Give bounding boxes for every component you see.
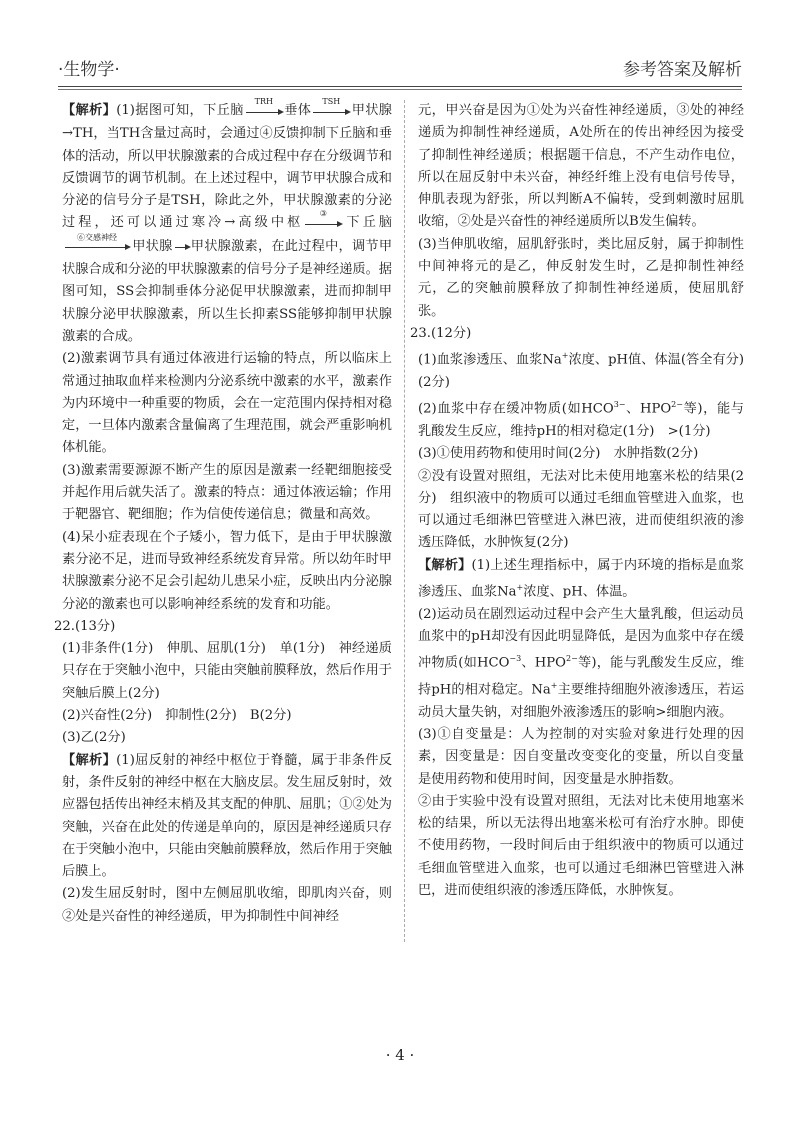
arrow-icon: TRH — [244, 101, 284, 123]
paragraph: (2)激素调节具有通过体液进行运输的特点，所以临床上常通过抽取血样来检测内分泌系统中激素的水平，激素作为内环境中一种重要的物质，会在一定范围内保持相对稳定，一旦体内激素含量偏离了生理范围，就会严重影响机体机能。 — [62, 351, 392, 456]
answer-line: (1)血浆渗透压、血浆Na+浓度、pH值、体温(答全有分)(2分) — [418, 351, 744, 390]
paragraph: ②由于实验中没有设置对照组，无法对比未使用地塞米松的结果，所以无法得出地塞米松可有治疗水肿。即使不使用药物，一段时间后由于组织液中的物质可以通过毛细血管壁进入血浆，也可以通过毛细淋巴管壁进入淋巴，进而使组织液的渗透压降低，水肿恢复。 — [418, 793, 744, 899]
answer-line: (2)兴奋性(2分) 抑制性(2分) B(2分) — [62, 708, 292, 724]
answer-line: (3)①使用药物和使用时间(2分) 水肿指数(2分) — [418, 446, 699, 462]
answer-line: (3)乙(2分) — [62, 730, 126, 746]
analysis-tag: 【解析】 — [62, 103, 117, 118]
paragraph: (4)呆小症表现在个子矮小，智力低下，是由于甲状腺激素分泌不足，进而导致神经系统发育异常。所以幼年时甲状腺激素分泌不足会引起幼儿患呆小症，反映出内分泌腺分泌的激素也可以影响神经系统的发育和功能。 — [62, 529, 392, 612]
header-title: 参考答案及解析 — [623, 59, 742, 80]
answer-line: ②没有设置对照组，无法对比未使用地塞米松的结果(2分) 组织液中的物质可以通过毛细血管壁进入血浆，也可以通过毛细淋巴管壁进入淋巴液，进而使组织液的渗透压降低，水肿恢复(2分) — [418, 468, 744, 551]
page-number: · 4 · — [385, 1046, 415, 1064]
analysis-tag: 【解析】 — [418, 557, 472, 573]
arrow-icon — [173, 237, 191, 259]
left-column — [54, 97, 393, 928]
paragraph: (3)①自变量是：人为控制的对实验对象进行处理的因素，因变量是：因自变量改变变化的变量，所以自变量是使用药物和使用时间，因变量是水肿指数。 — [418, 726, 744, 787]
paragraph: (3)激素需要源源不断产生的原因是激素一经靶细胞接受并起作用后就失活了。激素的特点：通过体液运输；作用于靶器官、靶细胞；作为信使传递信息；微量和高效。 — [62, 462, 392, 523]
arrow-icon: ⑥交感神经 — [62, 237, 132, 259]
header-rule — [58, 86, 742, 87]
subject-label: ·生物学· — [58, 59, 120, 80]
column-divider — [404, 100, 405, 942]
paragraph: 元，甲兴奋是因为①处为兴奋性神经递质，③处的神经递质为抑制性神经递质，A处所在的传出神经因为接受了抑制性神经递质；根据题干信息，不产生动作电位，所以在屈反射中未兴奋，神经纤维上没有电信号传导，伸肌表现为舒张，所以判断A不偏转，受到刺激时屈肌收缩，②处是兴奋性的神经递质所以B发生偏转。 — [418, 103, 744, 230]
right-column — [410, 100, 745, 902]
paragraph: (2)发生屈反射时，图中左侧屈肌收缩，即肌肉兴奋，则②处是兴奋性的神经递质，甲为抑制性中间神经 — [62, 886, 392, 924]
page-header — [58, 50, 742, 84]
question-number: 23.(12分) — [410, 325, 472, 341]
arrow-icon: TSH — [311, 101, 351, 123]
paragraph: 【解析】(1)上述生理指标中，属于内环境的指标是血浆渗透压、血浆Na+浓度、pH、体温。 — [418, 557, 744, 600]
question-number: 22.(13分) — [54, 618, 116, 634]
answer-line: (2)血浆中存在缓冲物质(如$HCO^{3-}$、$HPO^{2-}$等)，能与乳酸发生反应，维持pH的相对稳定(1分) >(1分) — [418, 400, 744, 439]
header-rule-thin — [58, 89, 742, 90]
paragraph: (2)运动员在剧烈运动过程中会产生大量乳酸，但运动员血浆中的pH却没有因此明显降低，是因为血浆中存在缓冲物质(如$HCO^{-3}$、$HPO^{2-}$等)，能与乳酸发生反应，维持pH的相对稳定。Na+主要维持细胞外液渗透压，若运动员大量失钠，对细胞外液渗透压的影响>细胞内液。 — [418, 606, 745, 720]
answer-line: (1)非条件(1分) 伸肌、屈肌(1分) 单(1分) 神经递质只存在于突触小泡中，只能由突触前膜释放，然后作用于突触后膜上(2分) — [62, 641, 392, 701]
paragraph: 【解析】(1)屈反射的神经中枢位于脊髓，属于非条件反射，条件反射的神经中枢在大脑皮层。发生屈反射时，效应器包括传出神经末梢及其支配的伸肌、屈肌；①②处为突触，兴奋在此处的传递是单向的，原因是神经递质只存在于突触小泡中，只能由突触前膜释放，然后作用于突触后膜上。 — [62, 752, 393, 880]
paragraph: 【解析】(1)据图可知，下丘脑 TRH 垂体 TSH 甲状腺→TH，当TH含量过高时，会通过④反馈抑制下丘脑和垂体的活动，所以甲状腺激素的合成过程中存在分级调节和反馈调节的调节机制。在上述过程中，调节甲状腺合成和分泌的信号分子是TSH，除此之外，甲状腺激素的分泌过程，还可以通过寒冷→高级中枢 ③ 下丘脑 ⑥交感神经 甲状腺 甲状腺激素，在此过程中，调节甲状腺合成和分泌的甲状腺激素的信号分子是神经递质。据图可知，SS会抑制垂体分泌促甲状腺激素，进而抑制甲状腺分泌甲状腺激素，所以生长抑素SS能够抑制甲状腺激素的合成。 — [62, 97, 393, 344]
paragraph: (3)当伸肌收缩，屈肌舒张时，类比屈反射，属于抑制性中间神将元的是乙，伸反射发生时，乙是抑制性神经元，乙的突触前膜释放了抑制性神经递质，使屈肌舒张。 — [418, 236, 744, 319]
analysis-tag: 【解析】 — [62, 752, 117, 768]
arrow-icon: ③ — [303, 213, 343, 235]
